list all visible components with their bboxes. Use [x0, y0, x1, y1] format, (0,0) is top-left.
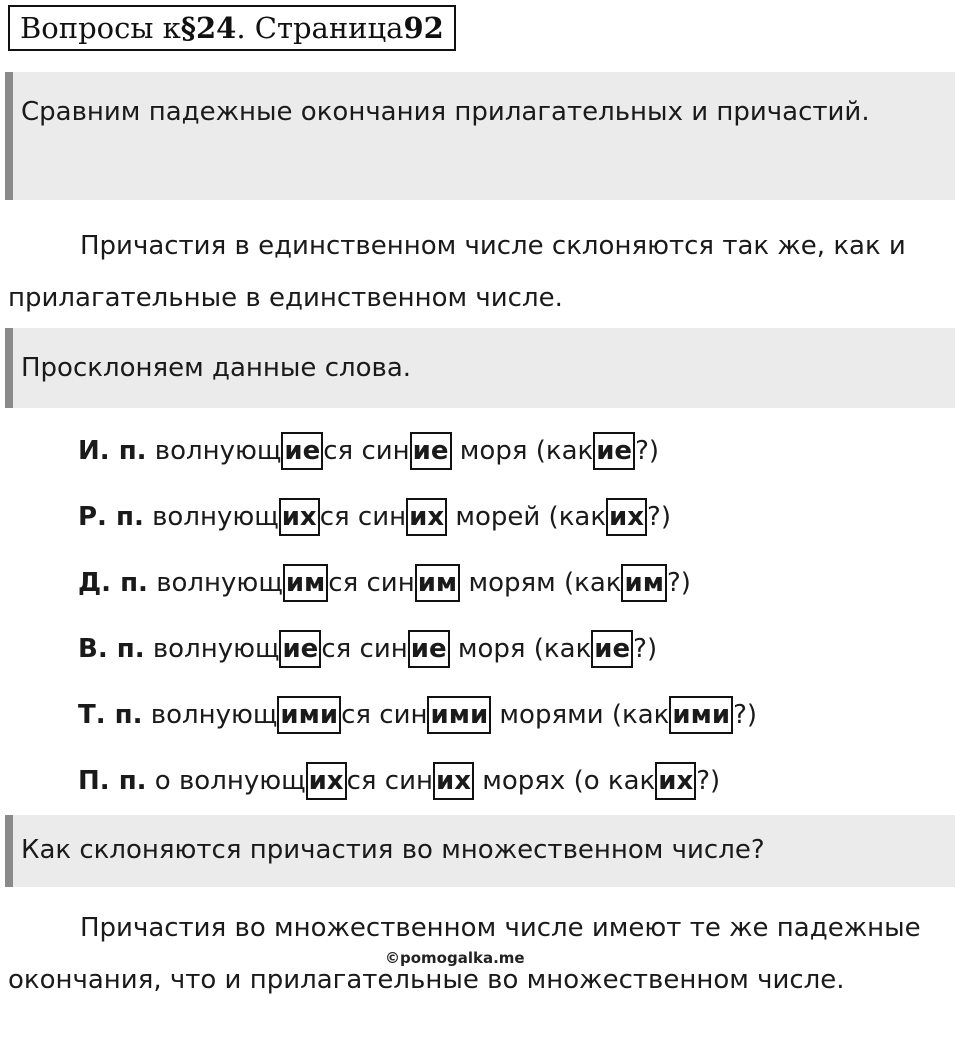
word-part: волнующ — [142, 700, 278, 730]
case-label: П. п. — [78, 766, 147, 796]
question-block-2 — [5, 328, 955, 408]
ending-box: ие — [408, 630, 450, 668]
case-label: Р. п. — [78, 502, 144, 532]
ending-box: ие — [281, 432, 323, 470]
word-part: ?) — [733, 700, 758, 730]
question-text-3: Как склоняются причастия во множественном числе? — [21, 835, 765, 865]
ending-box: им — [415, 564, 460, 602]
ending-box: им — [283, 564, 328, 602]
word-part: волнующ — [146, 436, 282, 466]
ending-box: ие — [410, 432, 452, 470]
case-label: В. п. — [78, 634, 145, 664]
declension-row-nominative — [78, 431, 659, 471]
ending-box: им — [621, 564, 666, 602]
declension-row-instrumental — [78, 695, 757, 735]
word-part: ?) — [635, 436, 660, 466]
declension-row-dative — [78, 563, 691, 603]
word-part: моря (как — [449, 634, 592, 664]
answer-text-3: Причастия во множественном числе имеют те же падежные окончания, что и прилагательные во множественном числе. — [8, 913, 921, 995]
case-label: Т. п. — [78, 700, 143, 730]
case-label: И. п. — [78, 436, 147, 466]
word-part: ся син — [341, 700, 428, 730]
ending-box: ими — [277, 696, 341, 734]
question-text-1: Сравним падежные окончания прилагательных и причастий. — [21, 97, 870, 127]
ending-box: ими — [427, 696, 491, 734]
case-label: Д. п. — [78, 568, 148, 598]
word-part: ?) — [696, 766, 721, 796]
answer-text-1: Причастия в единственном числе склоняются так же, как и прилагательные в единственном числе. — [8, 231, 906, 313]
word-part: морей (как — [447, 502, 607, 532]
answer-paragraph-1 — [8, 220, 948, 324]
ending-box: их — [279, 498, 320, 536]
word-part: ?) — [633, 634, 658, 664]
ending-box: их — [406, 498, 447, 536]
header-section: §24 — [180, 11, 237, 45]
declension-row-prepositional — [78, 761, 720, 801]
question-block-1 — [5, 72, 955, 200]
header-page-number: 92 — [403, 11, 444, 45]
ending-box: ие — [591, 630, 633, 668]
word-part: ся син — [346, 766, 433, 796]
word-part: морями (как — [491, 700, 670, 730]
ending-box: ими — [669, 696, 733, 734]
ending-box: их — [433, 762, 474, 800]
header-middle: . Страница — [236, 11, 404, 45]
ending-box: их — [306, 762, 347, 800]
ending-box: ие — [279, 630, 321, 668]
word-part: ся син — [319, 502, 407, 532]
word-part: о волнующ — [146, 766, 306, 796]
word-part: морям (как — [460, 568, 622, 598]
ending-box: ие — [593, 432, 635, 470]
header-prefix: Вопросы к — [20, 11, 181, 45]
ending-box: их — [606, 498, 647, 536]
word-part: волнующ — [143, 502, 279, 532]
word-part: ся син — [321, 634, 408, 664]
word-part: морях (о как — [473, 766, 656, 796]
word-part: волнующ — [147, 568, 283, 598]
word-part: ?) — [647, 502, 671, 532]
question-block-3 — [5, 815, 955, 887]
page-header — [8, 5, 456, 51]
word-part: ся син — [328, 568, 415, 598]
word-part: моря (как — [451, 436, 594, 466]
word-part: ?) — [666, 568, 691, 598]
declension-row-genitive — [78, 497, 671, 537]
word-part: волнующ — [144, 634, 280, 664]
declension-row-accusative — [78, 629, 657, 669]
question-text-2: Просклоняем данные слова. — [21, 353, 412, 383]
watermark: ©pomogalka.me — [385, 949, 525, 967]
ending-box: их — [655, 762, 696, 800]
word-part: ся син — [323, 436, 410, 466]
